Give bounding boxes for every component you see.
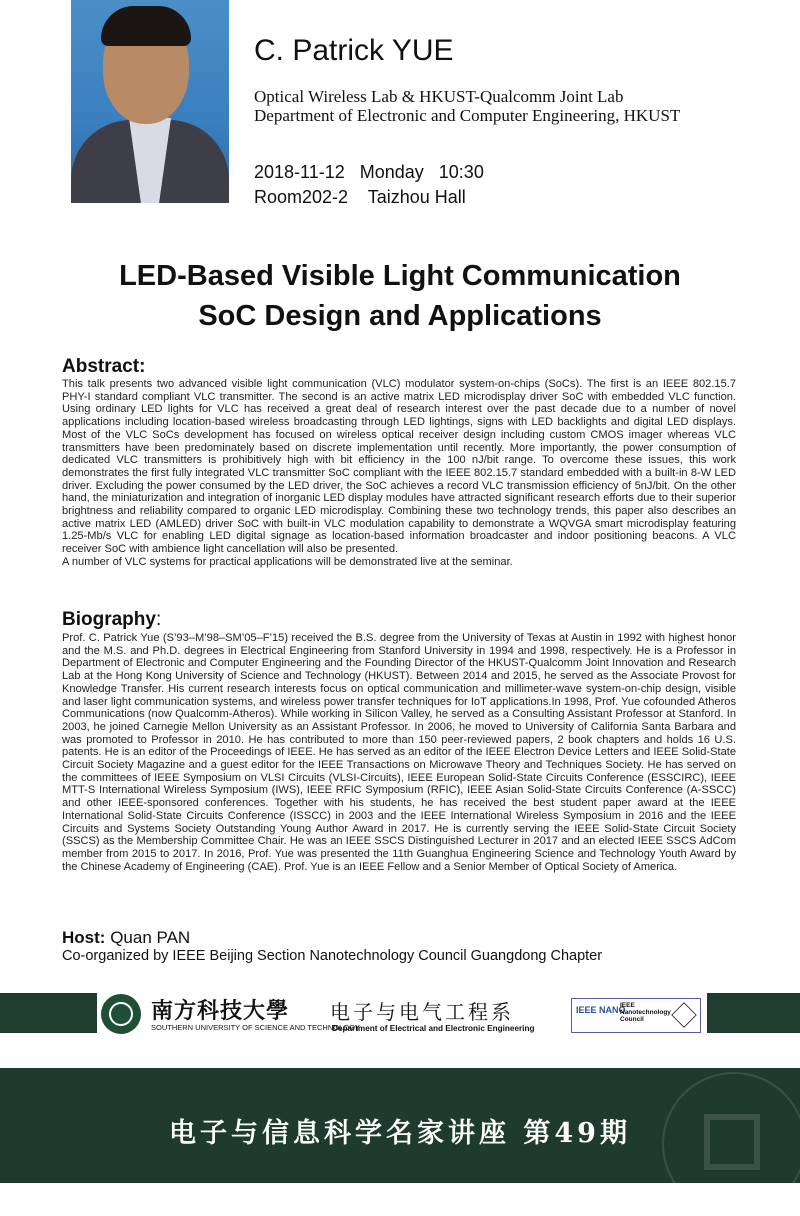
ieee-emblem-icon [671,1002,696,1027]
abstract-heading: Abstract: [62,356,146,377]
ieee-nano-logo [571,998,701,1033]
speaker-name: C. Patrick YUE [254,34,454,67]
ieee-nano-text: IEEE NANO [576,1005,626,1015]
event-info [254,160,484,210]
department-name-cn: 电子与电气工程系 [330,1000,514,1024]
biography-heading: Biography: [62,609,162,630]
affiliation-line: Department of Electronic and Computer Engineering, HKUST [254,106,681,125]
university-name-en: SOUTHERN UNIVERSITY OF SCIENCE AND TECHNOLOGY [151,1023,360,1032]
talk-title-line: LED-Based Visible Light Communication [119,260,681,292]
event-location: Room202-2 Taizhou Hall [254,187,466,207]
university-seal-icon [101,994,141,1034]
lecture-series-title: 电子与信息科学名家讲座 第49期 [169,1118,631,1149]
abstract-body: This talk presents two advanced visible light communication (VLC) modulator system-on-chips (SoCs). The first is an IEEE 802.15.7 PHY-I standard compliant VLC transmitter. The second is an active matrix LED microdisplay driver SoC with embedded VLC function. Using ordinary LED lights for VLC has received a great deal of research interest over the past decade due to a number of novel applications including location-based wireless broadcasting through LED lightings, signs with LED backlights and digital LED displays. Most of the VLC SoCs development has focused on wireless optical receiver design including custom CMOS imager whereas VLC transmitters have been predominately based on discrete implementation until recently. More importantly, the power consumption of dedicated VLC transmitters is prohibitively high with bit efficiency in the 100 nJ/bit range. To overcome these issues, this work demonstrates the first fully integrated VLC transmitter SoC compliant with the IEEE 802.15.7 standard embedded with a built-in 8-W LED driver. Excluding the power consumed by the LED driver, the SoC achieves a record VLC transmission efficiency of 5nJ/bit. On the other hand, the miniaturization and integration of inorganic LED display modules have attracted significant research efforts due to their superior brightness and reliability compared to organic LED microdisplay. Combining these two technology trends, this paper also describes an active matrix LED (AMLED) driver SoC with built-in VLC modulation capability to demonstrate a WQVGA smart microdisplay featuring 1.25-Mb/s VLC for enabling LED digital signage as location-based information broadcaster and indoor positioning beacons. A VLC receiver SoC with ambience light cancellation will also be presented. [62,378,736,556]
footer [0,1068,800,1183]
university-name-cn: 南方科技大學 [151,998,290,1024]
department-name-en: Department of Electrical and Electronic Engineering [332,1024,535,1033]
coorganizer: Co-organized by IEEE Beijing Section Nanotechnology Council Guangdong Chapter [62,948,603,964]
abstract-text [62,378,736,569]
affiliation-line: Optical Wireless Lab & HKUST-Qualcomm Joint Lab [254,87,624,106]
biography-text: Prof. C. Patrick Yue (S’93–M’98–SM’05–F’15) received the B.S. degree from the University of Texas at Austin in 1992 with highest honor and the M.S. and Ph.D. degrees in Electrical Engineering from Stanford University in 1994 and 1998, respectively. He is a Professor in Department of Electronic and Computer Engineering and the Founding Director of the HKUST-Qualcomm Joint Innovation and Research Lab at the Hong Kong University of Science and Technology (HKUST). Between 2014 and 2015, he served as the Associate Provost for Knowledge Transfer. His current research interests focus on optical communication and millimeter-wave system-on-chip design, visible and laser light communication systems, and wireless power transfer techniques for IoT applications.In 1998, Prof. Yue cofounded Atheros Communications (now Qualcomm-Atheros). While working in Silicon Valley, he served as a Consulting Assistant Professor at Stanford. In 2003, he joined Carnegie Mellon University as an Assistant Professor. In 2006, he moved to University of California Santa Barbara and was promoted to Professor in 2010. He has contributed to more than 150 peer-reviewed papers, 2 book chapters and holds 16 U.S. patents. He is an editor of the Proceedings of IEEE. He has served as an editor of the IEEE Electron Device Letters and IEEE Solid-State Circuit Society Magazine and a guest editor for the IEEE Transactions on Microwave Theory and Techniques Society. He has served on the committees of IEEE Symposium on VLSI Circuits (VLSI-Circuits), IEEE European Solid-State Circuits Conference (ESSCIRC), IEEE MTT-S International Wireless Symposium (IWS), IEEE RFIC Symposium (RFIC), IEEE Asian Solid-State Circuits Conference (A-SSCC) and other IEEE-sponsored conferences. Together with his students, he has received the best student paper award at the IEEE International Solid-State Circuits Conference (ISSCC) in 2003 and the IEEE International Wireless Symposium in 2016 and the IEEE Circuits and Systems Society Outstanding Young Author Award in 2017. He is currently serving the IEEE Solid-State Circuit Society (SSCS) as the Membership Committee Chair. He was an IEEE SSCS Distinguished Lecturer in 2017 and an elected IEEE SSCS AdCom member from 2015 to 2017. In 2016, Prof. Yue was presented the 11th Guanghua Engineering Science and Technology Youth Award by the Chinese Academy of Engineering (CAE). Prof. Yue is an IEEE Fellow and a Senior Member of Optical Society of America. [62,632,736,873]
event-datetime: 2018-11-12 Monday 10:30 [254,162,484,182]
talk-title-line: SoC Design and Applications [198,300,602,332]
host-name: Quan PAN [110,928,191,947]
talk-title [0,256,800,336]
biography-heading-text: Biography [62,609,156,630]
host-label: Host: [62,928,106,947]
ieee-nano-council-text: IEEE Nanotechnology Council [620,1002,671,1023]
abstract-note: A number of VLC systems for practical applications will be demonstrated live at the seminar. [62,555,513,568]
host-line [62,928,190,948]
logo-bar [97,990,707,1038]
speaker-affiliation [254,87,680,125]
speaker-photo [71,0,229,203]
